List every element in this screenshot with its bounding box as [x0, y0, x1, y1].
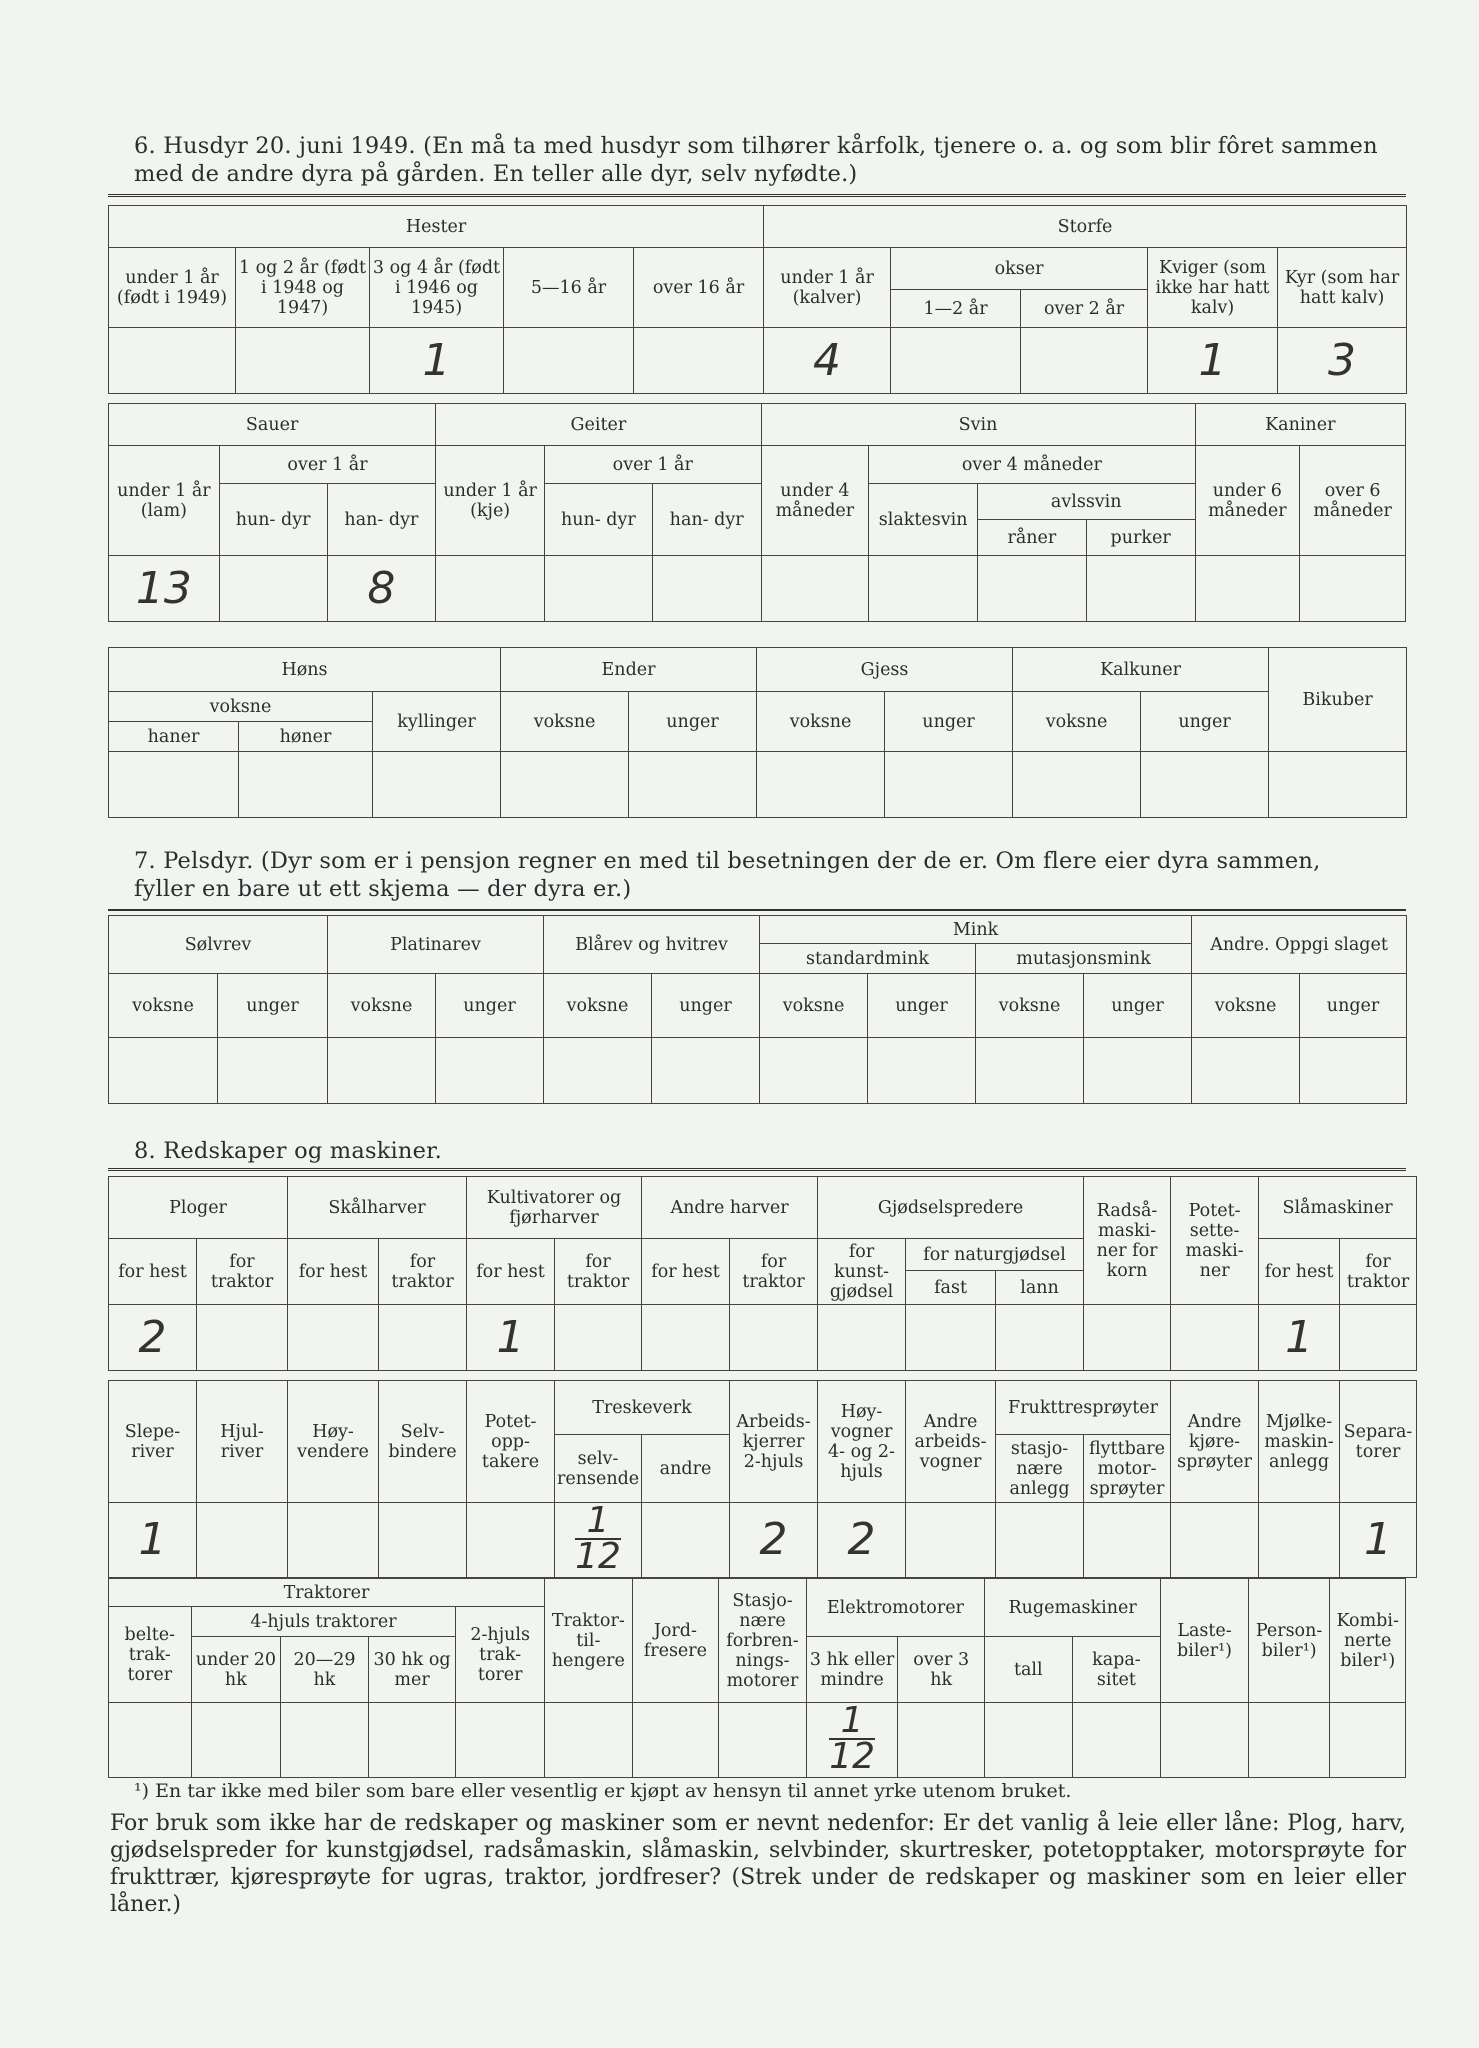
kjoresproyter-header: Andre kjøre- sprøyter [1171, 1381, 1259, 1503]
geiter-han: han- dyr [652, 484, 761, 556]
solvrev-unger: unger [218, 974, 328, 1038]
value-sauer-hun[interactable]: 8 [327, 556, 436, 622]
andre-harver-header: Andre harver [642, 1177, 818, 1239]
value-hoyvogner[interactable]: 2 [818, 1503, 906, 1578]
cell[interactable] [555, 1305, 642, 1371]
cell[interactable] [869, 556, 978, 622]
cell[interactable] [218, 1038, 328, 1104]
traktor-30: 30 hk og mer [368, 1637, 456, 1703]
elektromotorer-header: Elektromotorer [806, 1579, 984, 1637]
cell[interactable] [906, 1305, 996, 1371]
cell[interactable] [1072, 1703, 1161, 1778]
cell[interactable] [906, 1503, 996, 1578]
svin-avlssvin: avlssvin [978, 484, 1196, 520]
cell[interactable] [891, 328, 1021, 394]
storfe-under1: under 1 år (kalver) [764, 248, 891, 328]
cell[interactable] [545, 1703, 633, 1778]
value-kultivatorer-hest[interactable]: 1 [467, 1305, 555, 1371]
ender-unger: unger [629, 692, 757, 752]
cell[interactable] [1340, 1305, 1417, 1371]
cell[interactable] [1259, 1503, 1340, 1578]
okser-header: okser [891, 248, 1148, 290]
hester-5-16: 5—16 år [504, 248, 634, 328]
cell[interactable] [379, 1503, 467, 1578]
firehjuls-header: 4-hjuls traktorer [191, 1607, 456, 1637]
fraction-denominator: 12 [575, 1536, 621, 1577]
cell[interactable] [719, 1703, 807, 1778]
value-elektro-3hk[interactable] [806, 1703, 898, 1778]
cell[interactable] [1084, 1038, 1192, 1104]
cell[interactable] [761, 556, 869, 622]
lastebiler-header: Laste- biler¹) [1161, 1579, 1249, 1703]
section6-title-line2: med de andre dyra på gården. En teller alle dyr, selv nyfødte.) [134, 161, 858, 187]
cell[interactable] [1084, 1305, 1171, 1371]
cell[interactable] [1084, 1503, 1171, 1578]
traktor-under20: under 20 hk [191, 1637, 281, 1703]
kalkuner-header: Kalkuner [1013, 648, 1269, 692]
value-ploger-hest[interactable]: 2 [109, 1305, 197, 1371]
andre-harver-traktor: for traktor [730, 1239, 818, 1305]
hjulriver-header: Hjul- river [197, 1381, 288, 1503]
cell[interactable] [1171, 1503, 1259, 1578]
fraction-denominator: 12 [829, 1736, 875, 1777]
gjodsel-fast: fast [906, 1271, 996, 1305]
cell[interactable] [368, 1703, 456, 1778]
sauer-over1: over 1 år [219, 446, 435, 484]
cell[interactable] [996, 1503, 1084, 1578]
cell[interactable] [629, 752, 757, 818]
frukt-stasjonaere: stasjo- nære anlegg [996, 1435, 1084, 1503]
cell[interactable] [236, 328, 370, 394]
cell[interactable] [1021, 328, 1148, 394]
gjodsel-kunst: for kunst- gjødsel [818, 1239, 906, 1305]
cell[interactable] [652, 1038, 760, 1104]
svin-under4m: under 4 måneder [761, 446, 869, 556]
mutasjonsmink-voksne: voksne [976, 974, 1084, 1038]
hester-3-4: 3 og 4 år (født i 1946 og 1945) [370, 248, 504, 328]
cell[interactable] [109, 1703, 192, 1778]
traktortilhengere-header: Traktor- til- hengere [545, 1579, 633, 1703]
hester-over16: over 16 år [634, 248, 764, 328]
skalharver-hest: for hest [288, 1239, 379, 1305]
value-separatorer[interactable]: 1 [1340, 1503, 1417, 1578]
cell[interactable] [1269, 752, 1407, 818]
gjess-unger: unger [885, 692, 1013, 752]
value-storfe-under1[interactable]: 4 [764, 328, 891, 394]
hons-haner: haner [109, 722, 239, 752]
mutasjonsmink-unger: unger [1084, 974, 1192, 1038]
platinarev-unger: unger [436, 974, 544, 1038]
hons-honer: høner [239, 722, 373, 752]
cell[interactable] [730, 1305, 818, 1371]
svin-over4m: over 4 måneder [869, 446, 1195, 484]
hoyvogner-header: Høy- vogner 4- og 2- hjuls [818, 1381, 906, 1503]
cell[interactable] [109, 328, 236, 394]
treskeverk-header: Treskeverk [555, 1381, 730, 1435]
cell[interactable] [818, 1305, 906, 1371]
kviger-header: Kviger (som ikke har hatt kalv) [1148, 248, 1278, 328]
section6-title-line1: 6. Husdyr 20. juni 1949. (En må ta med husdyr som tilhører kårfolk, tjenere o. a. og som blir fôret sammen [134, 133, 1378, 159]
gjodselspredere-header: Gjødselspredere [818, 1177, 1084, 1239]
radsamaskiner-header: Radså- maski- ner for korn [1084, 1177, 1171, 1305]
svin-purker: purker [1086, 520, 1195, 556]
slamaskiner-header: Slåmaskiner [1259, 1177, 1417, 1239]
frukt-flyttbare: flyttbare motor- sprøyter [1084, 1435, 1171, 1503]
separatorer-header: Separa- torer [1340, 1381, 1417, 1503]
cell[interactable] [1171, 1305, 1259, 1371]
okser-over2: over 2 år [1021, 290, 1148, 328]
cell[interactable] [898, 1703, 985, 1778]
svin-header: Svin [761, 404, 1195, 446]
geiter-over1: over 1 år [545, 446, 762, 484]
treskeverk-andre: andre [642, 1435, 730, 1503]
arbeidskjerrer-header: Arbeids- kjerrer 2-hjuls [730, 1381, 818, 1503]
sauer-header: Sauer [109, 404, 436, 446]
cell[interactable] [288, 1503, 379, 1578]
sauer-hun: hun- dyr [219, 484, 327, 556]
section7-title-line1: 7. Pelsdyr. (Dyr som er i pensjon regner en med til besetningen der de er. Om flere eier dyra sammen, [134, 848, 1321, 874]
mjolkemaskin-header: Mjølke- maskin- anlegg [1259, 1381, 1340, 1503]
cell[interactable] [1086, 556, 1195, 622]
fraction [575, 1502, 621, 1577]
sheep-goats-pigs-table [108, 403, 1406, 622]
gjess-header: Gjess [757, 648, 1013, 692]
ender-header: Ender [501, 648, 757, 692]
cell[interactable] [328, 1038, 436, 1104]
standardmink-header: standardmink [760, 944, 976, 974]
fur-animals-table [108, 915, 1407, 1104]
cell[interactable] [1300, 1038, 1407, 1104]
hons-header: Høns [109, 648, 501, 692]
ender-voksne: voksne [501, 692, 629, 752]
cell[interactable] [1300, 556, 1406, 622]
cell[interactable] [1013, 752, 1141, 818]
andre-voksne: voksne [1192, 974, 1300, 1038]
fraction [829, 1702, 875, 1777]
blarev-unger: unger [652, 974, 760, 1038]
value-kviger[interactable]: 1 [1148, 328, 1278, 394]
sauer-under1: under 1 år (lam) [109, 446, 220, 556]
kultivatorer-hest: for hest [467, 1239, 555, 1305]
poultry-table [108, 647, 1407, 818]
fraction-numerator: 1 [575, 1504, 621, 1540]
andre-harver-hest: for hest [642, 1239, 730, 1305]
geiter-under1: under 1 år (kje) [436, 446, 545, 556]
gjodsel-lann: lann [996, 1271, 1084, 1305]
hons-kyllinger: kyllinger [373, 692, 501, 752]
cell[interactable] [379, 1305, 467, 1371]
cell[interactable] [757, 752, 885, 818]
stasjonaere-motorer-header: Stasjo- nære forbren- nings- motorer [719, 1579, 807, 1703]
value-arbeidskjerrer[interactable]: 2 [730, 1503, 818, 1578]
standardmink-unger: unger [868, 974, 976, 1038]
footnote: ¹) En tar ikke med biler som bare eller vesentlig er kjøpt av hensyn til annet yrke utenom bruket. [134, 1780, 1072, 1802]
cell[interactable] [219, 556, 327, 622]
value-sleperiver[interactable]: 1 [109, 1503, 197, 1578]
cell[interactable] [197, 1305, 288, 1371]
value-selvrensende[interactable] [555, 1503, 642, 1578]
tools-table-2 [108, 1380, 1417, 1578]
andre-header: Andre. Oppgi slaget [1192, 916, 1407, 974]
traktor-20-29: 20—29 hk [281, 1637, 369, 1703]
value-slamaskiner-hest[interactable]: 1 [1259, 1305, 1340, 1371]
cell[interactable] [545, 556, 653, 622]
cell[interactable] [1141, 752, 1269, 818]
ploger-hest: for hest [109, 1239, 197, 1305]
ruge-kapasitet: kapa- sitet [1072, 1637, 1161, 1703]
cell[interactable] [191, 1703, 281, 1778]
tools-table-1 [108, 1176, 1417, 1371]
kaniner-under6: under 6 måneder [1195, 446, 1300, 556]
value-sauer-under1[interactable]: 13 [109, 556, 220, 622]
kultivatorer-header: Kultivatorer og fjørharver [467, 1177, 642, 1239]
cell[interactable] [456, 1703, 545, 1778]
cell[interactable] [885, 752, 1013, 818]
cell[interactable] [109, 1038, 218, 1104]
cell[interactable] [373, 752, 501, 818]
elektro-over3: over 3 hk [898, 1637, 985, 1703]
section7-title-line2: fyller en bare ut ett skjema — der dyra er.) [134, 876, 632, 902]
ploger-traktor: for traktor [197, 1239, 288, 1305]
andre-arbeidsvogner-header: Andre arbeids- vogner [906, 1381, 996, 1503]
hons-voksne: voksne [109, 692, 373, 722]
sleperiver-header: Slepe- river [109, 1381, 197, 1503]
gjodsel-natur: for naturgjødsel [906, 1239, 1084, 1271]
section7-rule [108, 909, 1406, 911]
hester-1-2: 1 og 2 år (født i 1948 og 1947) [236, 248, 370, 328]
cell[interactable] [281, 1703, 369, 1778]
okser-1-2: 1—2 år [891, 290, 1021, 328]
cell[interactable] [634, 328, 764, 394]
value-kyr[interactable]: 3 [1278, 328, 1407, 394]
cell[interactable] [1161, 1703, 1249, 1778]
cell[interactable] [544, 1038, 652, 1104]
fraction-numerator: 1 [829, 1704, 875, 1740]
sauer-han: han- dyr [327, 484, 436, 556]
traktorer-header: Traktorer [109, 1579, 545, 1607]
blarev-header: Blårev og hvitrev [544, 916, 760, 974]
treskeverk-selvrensende: selv- rensende [555, 1435, 642, 1503]
gjess-voksne: voksne [757, 692, 885, 752]
hoyvendere-header: Høy- vendere [288, 1381, 379, 1503]
cell[interactable] [760, 1038, 868, 1104]
hester-under1: under 1 år (født i 1949) [109, 248, 236, 328]
skalharver-traktor: for traktor [379, 1239, 467, 1305]
slamaskiner-hest: for hest [1259, 1239, 1340, 1305]
storfe-header: Storfe [764, 206, 1407, 248]
rugemaskiner-header: Rugemaskiner [985, 1579, 1161, 1637]
ploger-header: Ploger [109, 1177, 288, 1239]
platinarev-voksne: voksne [328, 974, 436, 1038]
cell[interactable] [978, 556, 1087, 622]
kyr-header: Kyr (som har hatt kalv) [1278, 248, 1407, 328]
cell[interactable] [288, 1305, 379, 1371]
personbiler-header: Person- biler¹) [1248, 1579, 1330, 1703]
cell[interactable] [1248, 1703, 1330, 1778]
standardmink-voksne: voksne [760, 974, 868, 1038]
cell[interactable] [996, 1305, 1084, 1371]
solvrev-voksne: voksne [109, 974, 218, 1038]
cell[interactable] [467, 1503, 555, 1578]
cell[interactable] [197, 1503, 288, 1578]
cell[interactable] [501, 752, 629, 818]
elektro-3hk: 3 hk eller mindre [806, 1637, 898, 1703]
geiter-header: Geiter [436, 404, 761, 446]
beltetraktorer-header: belte- trak- torer [109, 1607, 192, 1703]
bikuber-header: Bikuber [1269, 648, 1407, 752]
platinarev-header: Platinarev [328, 916, 544, 974]
svin-raner: råner [978, 520, 1087, 556]
potetsettemaskiner-header: Potet- sette- maski- ner [1171, 1177, 1259, 1305]
rental-paragraph: For bruk som ikke har de redskaper og maskiner som er nevnt nedenfor: Er det vanlig å leie eller låne: Plog, harv, gjødselspreder for kunstgjødsel, radsåmaskin, slåmaskin, selvbinder, skurtresker, potetopptaker, motorsprøyte for frukttrær, kjøresprøyte for ugras, traktor, jordfreser? (Strek under de redskaper og maskiner som en leier eller låner.) [110, 1811, 1406, 1917]
selvbindere-header: Selv- bindere [379, 1381, 467, 1503]
slamaskiner-traktor: for traktor [1340, 1239, 1417, 1305]
cell[interactable] [632, 1703, 719, 1778]
geiter-hun: hun- dyr [545, 484, 653, 556]
kombinerte-biler-header: Kombi- nerte biler¹) [1330, 1579, 1406, 1703]
kaniner-header: Kaniner [1195, 404, 1406, 446]
cell[interactable] [436, 1038, 544, 1104]
blarev-voksne: voksne [544, 974, 652, 1038]
hester-header: Hester [109, 206, 764, 248]
andre-unger: unger [1300, 974, 1407, 1038]
kalkuner-unger: unger [1141, 692, 1269, 752]
value-hester-3-4[interactable]: 1 [370, 328, 504, 394]
tohjuls-header: 2-hjuls trak- torer [456, 1607, 545, 1703]
frukttresproyter-header: Frukttresprøyter [996, 1381, 1171, 1435]
kaniner-over6: over 6 måneder [1300, 446, 1406, 556]
ruge-tall: tall [985, 1637, 1073, 1703]
cell[interactable] [239, 752, 373, 818]
cell[interactable] [976, 1038, 1084, 1104]
svin-slaktesvin: slaktesvin [869, 484, 978, 556]
kultivatorer-traktor: for traktor [555, 1239, 642, 1305]
mink-header: Mink [760, 916, 1192, 944]
cell[interactable] [504, 328, 634, 394]
cell[interactable] [652, 556, 761, 622]
section8-title: 8. Redskaper og maskiner. [134, 1138, 442, 1164]
potetopptakere-header: Potet- opp- takere [467, 1381, 555, 1503]
solvrev-header: Sølvrev [109, 916, 328, 974]
cell[interactable] [1195, 556, 1300, 622]
mutasjonsmink-header: mutasjonsmink [976, 944, 1192, 974]
cell[interactable] [1192, 1038, 1300, 1104]
horses-cattle-table [108, 205, 1407, 394]
tools-table-3 [108, 1578, 1406, 1778]
cell[interactable] [642, 1503, 730, 1578]
cell[interactable] [642, 1305, 730, 1371]
section6-rule [108, 194, 1406, 197]
cell[interactable] [1330, 1703, 1406, 1778]
skalharver-header: Skålharver [288, 1177, 467, 1239]
cell[interactable] [436, 556, 545, 622]
section8-rule [108, 1168, 1406, 1171]
cell[interactable] [985, 1703, 1073, 1778]
kalkuner-voksne: voksne [1013, 692, 1141, 752]
cell[interactable] [868, 1038, 976, 1104]
cell[interactable] [109, 752, 239, 818]
jordfresere-header: Jord- fresere [632, 1579, 719, 1703]
